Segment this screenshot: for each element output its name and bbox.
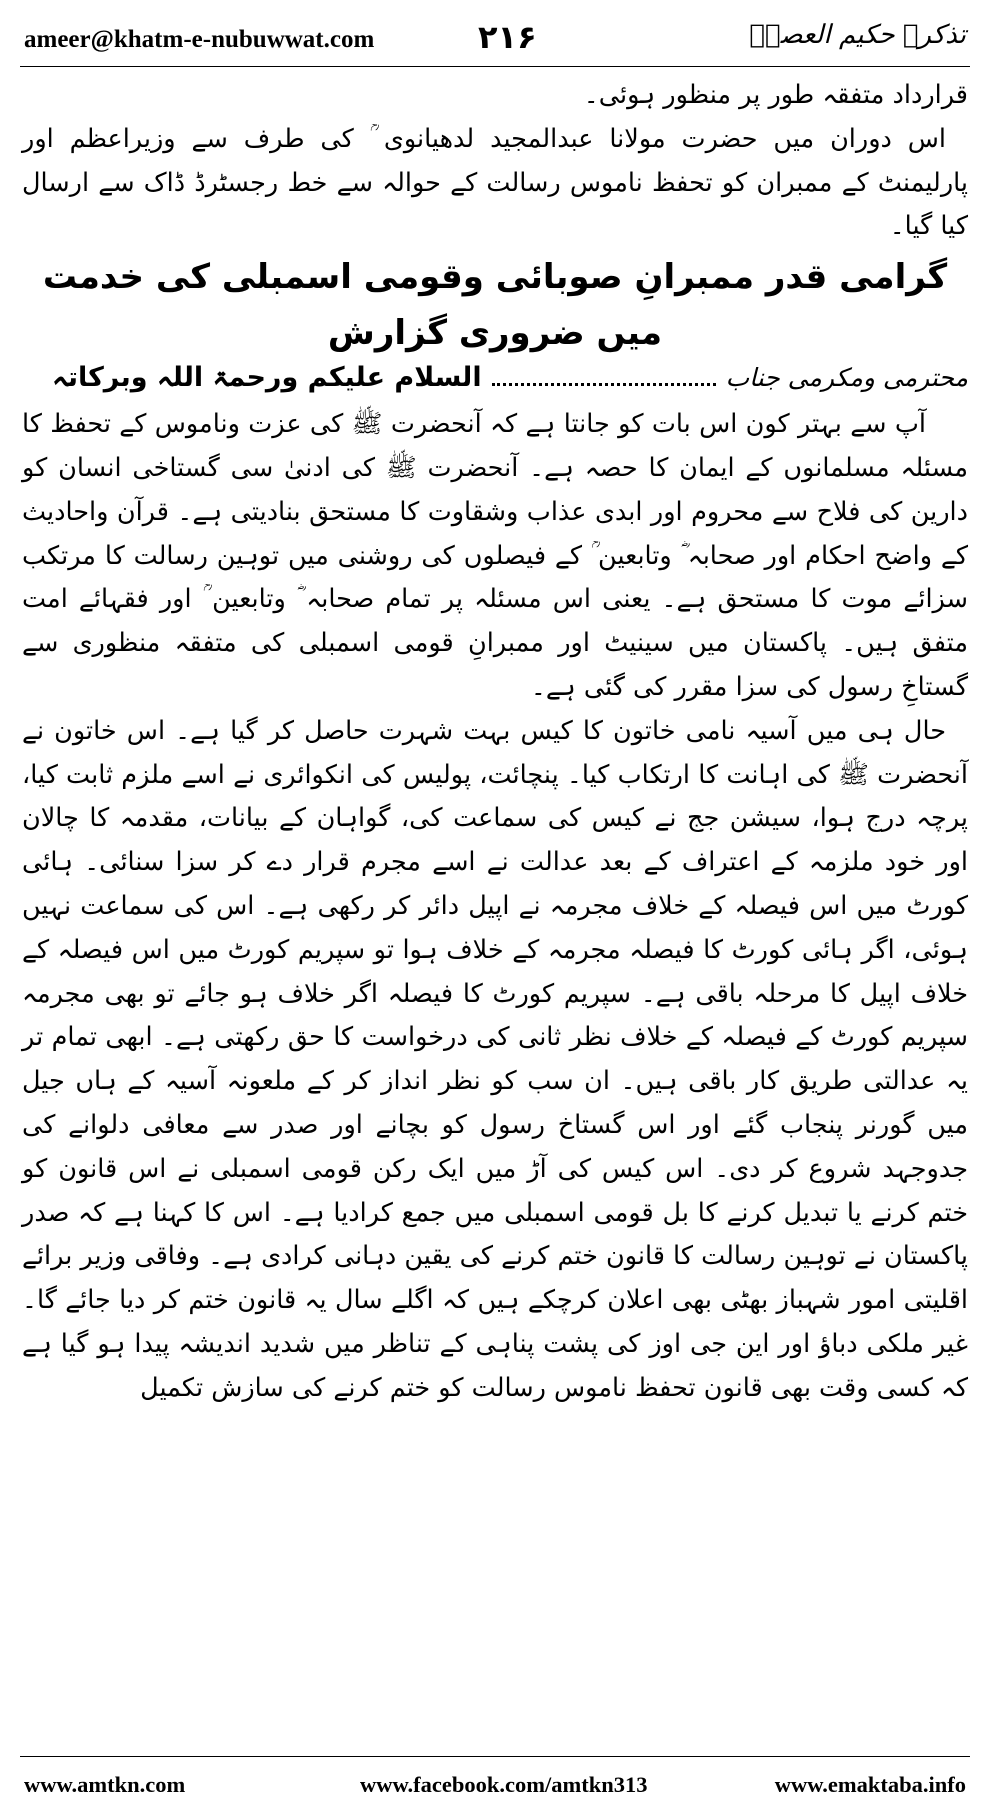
paragraph-asia-case: حال ہی میں آسیہ نامی خاتون کا کیس بہت شہرت حاصل کر گیا ہے۔ اس خاتون نے آنحضرت ﷺ کی اہانت کا ارتکاب کیا۔ پنچائت، پولیس کی انکوائری نے اسے ملزم ثابت کیا، پرچہ درج ہوا، سیشن جج نے کیس کی سماعت کی، گواہان کے بیانات، مقدمہ کا چالان اور خود ملزمہ کے اعتراف کے بعد عدالت نے اسے مجرم قرار دے کر سزا سنائی۔ ہائی کورٹ میں اس فیصلہ کے خلاف مجرمہ نے اپیل دائر کر رکھی ہے۔ اس کی سماعت نہیں ہوئی، اگر ہائی کورٹ کا فیصلہ مجرمہ کے خلاف ہوا تو سپریم کورٹ میں اس فیصلہ کے خلاف اپیل کا مرحلہ باقی ہے۔ سپریم کورٹ کا فیصلہ اگر خلاف ہو جائے تو بھی مجرمہ سپریم کورٹ کے فیصلہ کے خلاف نظر ثانی کی درخواست کا حق رکھتی ہے۔ ابھی تمام تر یہ عدالتی طریق کار باقی ہیں۔ ان سب کو نظر انداز کر کے ملعونہ آسیہ کے ہاں جیل میں گورنر پنجاب گئے اور اس گستاخ رسول کو بچانے اور صدر سے معافی دلوانے کی جدوجہد شروع کر دی۔ اس کیس کی آڑ میں ایک رکن قومی اسمبلی نے اس قانون کو ختم کرنے یا تبدیل کرنے کا بل قومی اسمبلی میں جمع کرادیا ہے۔ اس کا کہنا ہے کہ صدر پاکستان نے توہین رسالت کا قانون ختم کرنے کی یقین دہانی کرادی ہے۔ وفاقی وزیر برائے اقلیتی امور شہباز بھٹی بھی اعلان کرچکے ہیں کہ اگلے سال یہ قانون ختم کر دیا جائے گا۔ غیر ملکی دباؤ اور این جی اوز کی پشت پناہی کے تناظر میں شدید اندیشہ پیدا ہو گیا ہے کہ کسی وقت بھی قانون تحفظ ناموس رسالت کو ختم کرنے کی سازش تکمیل — [22, 715, 968, 1403]
page-footer — [20, 1772, 970, 1804]
page-number: ۲۱۶ — [478, 18, 537, 56]
letter-heading: گرامی قدر ممبرانِ صوبائی وقومی اسمبلی کی خدمت میں ضروری گزارش — [42, 257, 948, 354]
paragraph-resolution: قرارداد متفقہ طور پر منظور ہوئی۔ — [583, 80, 968, 110]
footer-link-facebook[interactable]: www.facebook.com/amtkn313 — [360, 1772, 648, 1797]
footer-rule — [20, 1756, 970, 1757]
greeting-salam: السلام علیکم ورحمۃ اللہ وبرکاتہ — [52, 362, 482, 394]
page-body — [22, 74, 968, 1411]
header-email[interactable]: ameer@khatm-e-nubuwwat.com — [24, 26, 375, 53]
greeting-addressee: محترمی ومکرمی جناب — [725, 363, 968, 393]
header-rule — [20, 66, 970, 67]
footer-link-emaktaba[interactable]: www.emaktaba.info — [774, 1772, 966, 1797]
paragraph-letter-intro: اس دوران میں حضرت مولانا عبدالمجید لدھیانوی ؒ کی طرف سے وزیراعظم اور پارلیمنٹ کے ممبران کو تحفظ ناموس رسالت کے حوالہ سے خط رجسٹرڈ ڈاک سے ارسال کیا گیا۔ — [22, 123, 968, 242]
book-title: تذکرہ حکیم العصرؒ — [749, 20, 966, 50]
greeting-dotted-line — [492, 361, 716, 386]
letter-greeting — [22, 361, 968, 403]
page-header — [20, 14, 970, 62]
footer-link-amtkn[interactable]: www.amtkn.com — [24, 1772, 186, 1797]
paragraph-namoos: آپ سے بہتر کون اس بات کو جانتا ہے کہ آنحضرت ﷺ کی عزت وناموس کے تحفظ کا مسئلہ مسلمانوں کے ایمان کا حصہ ہے۔ آنحضرت ﷺ کی ادنیٰ سی گستاخی انسان کو دارین کی فلاح سے محروم اور ابدی عذاب وشقاوت کا مستحق بنادیتی ہے۔ قرآن واحادیث کے واضح احکام اور صحابہ ؓ وتابعین ؒ کے فیصلوں کی روشنی میں توہین رسالت کا مرتکب سزائے موت کا مستحق ہے۔ یعنی اس مسئلہ پر تمام صحابہ ؓ وتابعین ؒ اور فقہائے امت متفق ہیں۔ پاکستان میں سینیٹ اور ممبرانِ قومی اسمبلی کی متفقہ منظوری سے گستاخِ رسول کی سزا مقرر کی گئی ہے۔ — [22, 409, 968, 702]
